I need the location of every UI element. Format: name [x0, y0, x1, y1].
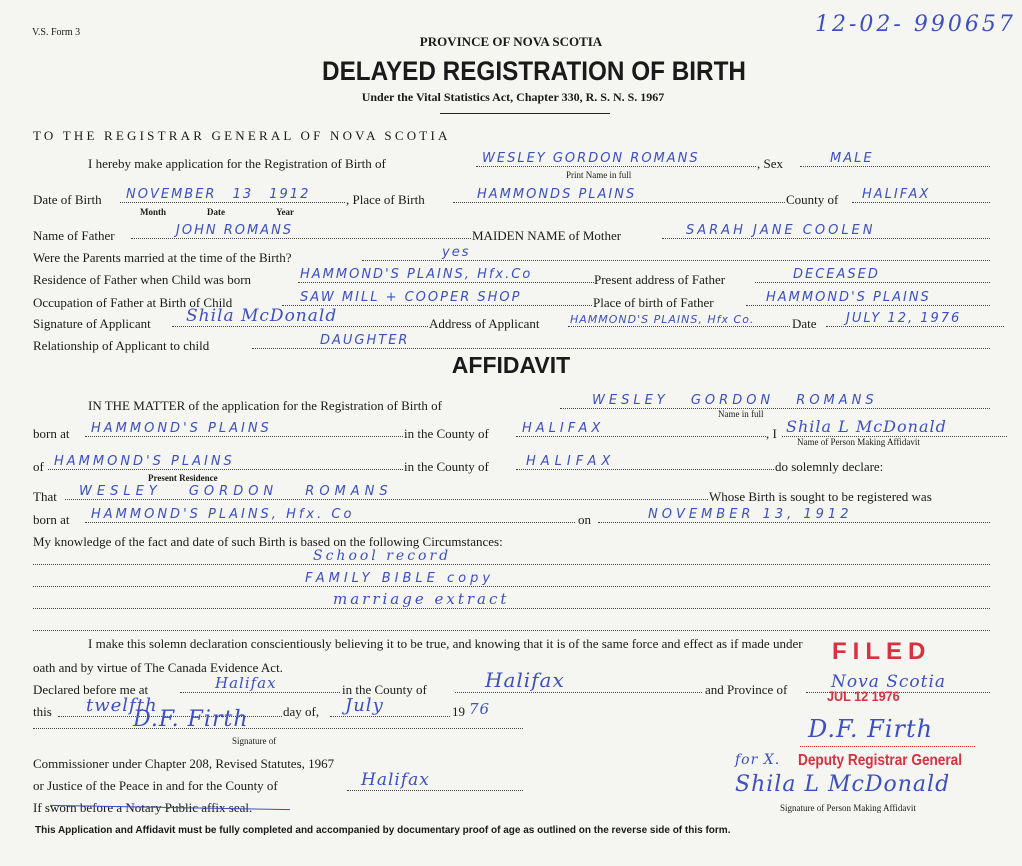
- label: born at: [33, 426, 70, 441]
- label: and Province of: [705, 682, 788, 697]
- for-mark: for X.: [735, 752, 781, 768]
- value: HALIFAX: [862, 187, 931, 202]
- circumstance-line[interactable]: [33, 590, 990, 609]
- value: HAMMOND'S PLAINS: [54, 454, 235, 469]
- label: Present address of Father: [594, 272, 726, 287]
- signature: D.F. Firth: [133, 707, 249, 732]
- label: , Place of Birth: [346, 192, 425, 207]
- value: School record: [313, 548, 452, 564]
- value: Halifax: [485, 668, 565, 692]
- affidavit-heading: AFFIDAVIT: [451, 352, 571, 378]
- hint: Name in full: [718, 409, 764, 419]
- value: MALE: [830, 151, 874, 166]
- father-pob-field[interactable]: [746, 291, 990, 306]
- label: in the County of: [404, 459, 489, 474]
- addressee: TO THE REGISTRAR GENERAL OF NOVA SCOTIA: [33, 128, 451, 143]
- value: WESLEY GORDON ROMANS: [482, 151, 700, 166]
- label: Signature of: [232, 736, 277, 746]
- dob-field[interactable]: [120, 188, 345, 203]
- title-rule: [440, 113, 610, 114]
- subtitle: Under the Vital Statistics Act, Chapter 330, R. S. N. S. 1967: [361, 90, 665, 104]
- value: Halifax: [215, 674, 277, 692]
- county-field[interactable]: [852, 188, 990, 203]
- married-field[interactable]: [362, 246, 990, 261]
- born-at-field[interactable]: [85, 422, 403, 437]
- label: That: [33, 489, 57, 504]
- born-at-field-2[interactable]: [85, 508, 575, 523]
- father-residence-field[interactable]: [298, 268, 594, 283]
- value: SAW MILL + COOPER SHOP: [300, 290, 522, 305]
- mother-field[interactable]: [662, 224, 990, 239]
- signature: Shila L McDonald: [786, 417, 947, 436]
- value: HAMMOND'S PLAINS: [766, 290, 931, 305]
- name-field[interactable]: [476, 152, 756, 167]
- label: County of: [786, 192, 839, 207]
- registrar-line: [800, 746, 975, 747]
- affiant-signature-label: Signature of Person Making Affidavit: [780, 803, 916, 813]
- label: If sworn before a Notary Public affix seal.: [33, 800, 253, 815]
- value: NOVEMBER 13 1912: [126, 187, 311, 202]
- label: Date: [792, 316, 817, 331]
- declared-county-field[interactable]: [455, 668, 702, 693]
- hint: Month: [140, 207, 167, 217]
- hint: Print Name in full: [566, 170, 632, 180]
- label: Residence of Father when Child was born: [33, 272, 252, 287]
- registrar-signature: D.F. Firth: [808, 715, 934, 743]
- circumstance-line[interactable]: [33, 616, 990, 631]
- birth-date-field[interactable]: [598, 508, 990, 523]
- county-field-2[interactable]: [516, 455, 774, 470]
- circumstance-line[interactable]: [33, 572, 990, 587]
- value: twelfth: [86, 695, 158, 716]
- value: yes: [442, 245, 471, 260]
- sex-field[interactable]: [800, 152, 990, 167]
- date-field[interactable]: [826, 312, 1004, 327]
- label: , Sex: [757, 156, 783, 171]
- that-name-field[interactable]: [65, 485, 708, 500]
- label: day of,: [283, 704, 320, 719]
- residence-field[interactable]: [48, 455, 403, 470]
- hint: Name of Person Making Affidavit: [797, 437, 920, 447]
- filed-stamp: FILED: [832, 638, 932, 665]
- label: Relationship of Applicant to child: [33, 338, 210, 353]
- label: Occupation of Father at Birth of Child: [33, 295, 233, 310]
- label: in the County of: [404, 426, 489, 441]
- value: marriage extract: [333, 590, 510, 608]
- hint: Year: [276, 207, 294, 217]
- label: Whose Birth is sought to be registered was: [709, 489, 932, 504]
- value: HALIFAX: [526, 454, 616, 469]
- pob-field[interactable]: [453, 188, 785, 203]
- label: Date of Birth: [33, 192, 102, 207]
- value: SARAH JANE COOLEN: [686, 223, 876, 238]
- label: Were the Parents married at the time of the Birth?: [33, 250, 292, 265]
- label: , I: [766, 426, 777, 441]
- circumstance-line[interactable]: [33, 550, 990, 565]
- value: HAMMOND'S PLAINS, Hfx Co.: [570, 313, 755, 326]
- label: MAIDEN NAME of Mother: [472, 228, 622, 243]
- label: Place of birth of Father: [593, 295, 714, 310]
- label: My knowledge of the fact and date of such Birth is based on the following Circumstances:: [33, 534, 503, 549]
- label: Address of Applicant: [429, 316, 540, 331]
- value: DAUGHTER: [320, 333, 410, 348]
- declaration-text: oath and by virtue of The Canada Evidence Act.: [33, 660, 283, 675]
- label: Name of Father: [33, 228, 115, 243]
- province-heading: PROVINCE OF NOVA SCOTIA: [419, 34, 603, 49]
- label: IN THE MATTER of the application for the Registration of Birth of: [88, 398, 442, 413]
- value: HAMMONDS PLAINS: [477, 187, 637, 202]
- footer-note: This Application and Affidavit must be fully completed and accompanied by documentary proof of age as outlined on the reverse side of this form.: [35, 825, 731, 836]
- value: FAMILY BIBLE copy: [305, 571, 495, 586]
- value: JOHN ROMANS: [176, 223, 294, 238]
- hint: Present Residence: [148, 473, 218, 483]
- value: HAMMOND'S PLAINS: [91, 421, 272, 436]
- label: on: [578, 512, 591, 527]
- father-address-field[interactable]: [755, 268, 990, 283]
- affiant-signature: Shila L McDonald: [735, 772, 951, 797]
- value: Nova Scotia: [831, 672, 947, 692]
- affiant-field[interactable]: [782, 418, 1007, 437]
- county-field[interactable]: [516, 422, 766, 437]
- father-field[interactable]: [131, 224, 471, 239]
- filed-date-stamp: JUL 12 1976: [827, 688, 900, 704]
- applicant-signature-field[interactable]: [172, 306, 428, 327]
- label: or Justice of the Peace in and for the County of: [33, 778, 278, 793]
- label: 19: [452, 704, 465, 719]
- value: WESLEY GORDON ROMANS: [79, 484, 393, 499]
- form-number: V.S. Form 3: [32, 27, 81, 38]
- value: JULY 12, 1976: [846, 311, 962, 326]
- label: do solemnly declare:: [775, 459, 884, 474]
- applicant-address-field[interactable]: [568, 312, 790, 327]
- relationship-field[interactable]: [252, 334, 990, 349]
- label: Commissioner under Chapter 208, Revised Statutes, 1967: [33, 756, 335, 771]
- justice-county-field[interactable]: [347, 772, 523, 791]
- value: HALIFAX: [522, 421, 605, 436]
- label: Signature of Applicant: [33, 316, 151, 331]
- declared-at-field[interactable]: [180, 674, 340, 693]
- signature: Shila McDonald: [186, 306, 338, 326]
- occupation-field[interactable]: [282, 291, 592, 306]
- label: born at: [33, 512, 70, 527]
- year-value: 76: [469, 700, 491, 718]
- value: Halifax: [361, 770, 430, 790]
- file-number: 12-02- 990657: [815, 12, 1016, 37]
- value: July: [345, 695, 384, 716]
- value: HAMMOND'S PLAINS, Hfx. Co: [91, 507, 355, 522]
- matter-name-field[interactable]: [560, 394, 990, 409]
- deputy-registrar-stamp: Deputy Registrar General: [798, 752, 963, 769]
- value: DECEASED: [793, 267, 880, 282]
- declaration-text: I make this solemn declaration conscientiously believing it to be true, and knowing that it is of the same force and effect as if made under: [88, 636, 803, 651]
- page-title: DELAYED REGISTRATION OF BIRTH: [322, 56, 746, 86]
- label: Declared before me at: [33, 682, 149, 697]
- value: HAMMOND'S PLAINS, Hfx.Co: [300, 267, 533, 282]
- label: of: [33, 459, 44, 474]
- label: in the County of: [342, 682, 427, 697]
- hint: Date: [207, 207, 225, 217]
- value: NOVEMBER 13, 1912: [648, 507, 853, 522]
- value: WESLEY GORDON ROMANS: [592, 393, 878, 408]
- label: this: [33, 704, 52, 719]
- label: I hereby make application for the Registration of Birth of: [88, 156, 386, 171]
